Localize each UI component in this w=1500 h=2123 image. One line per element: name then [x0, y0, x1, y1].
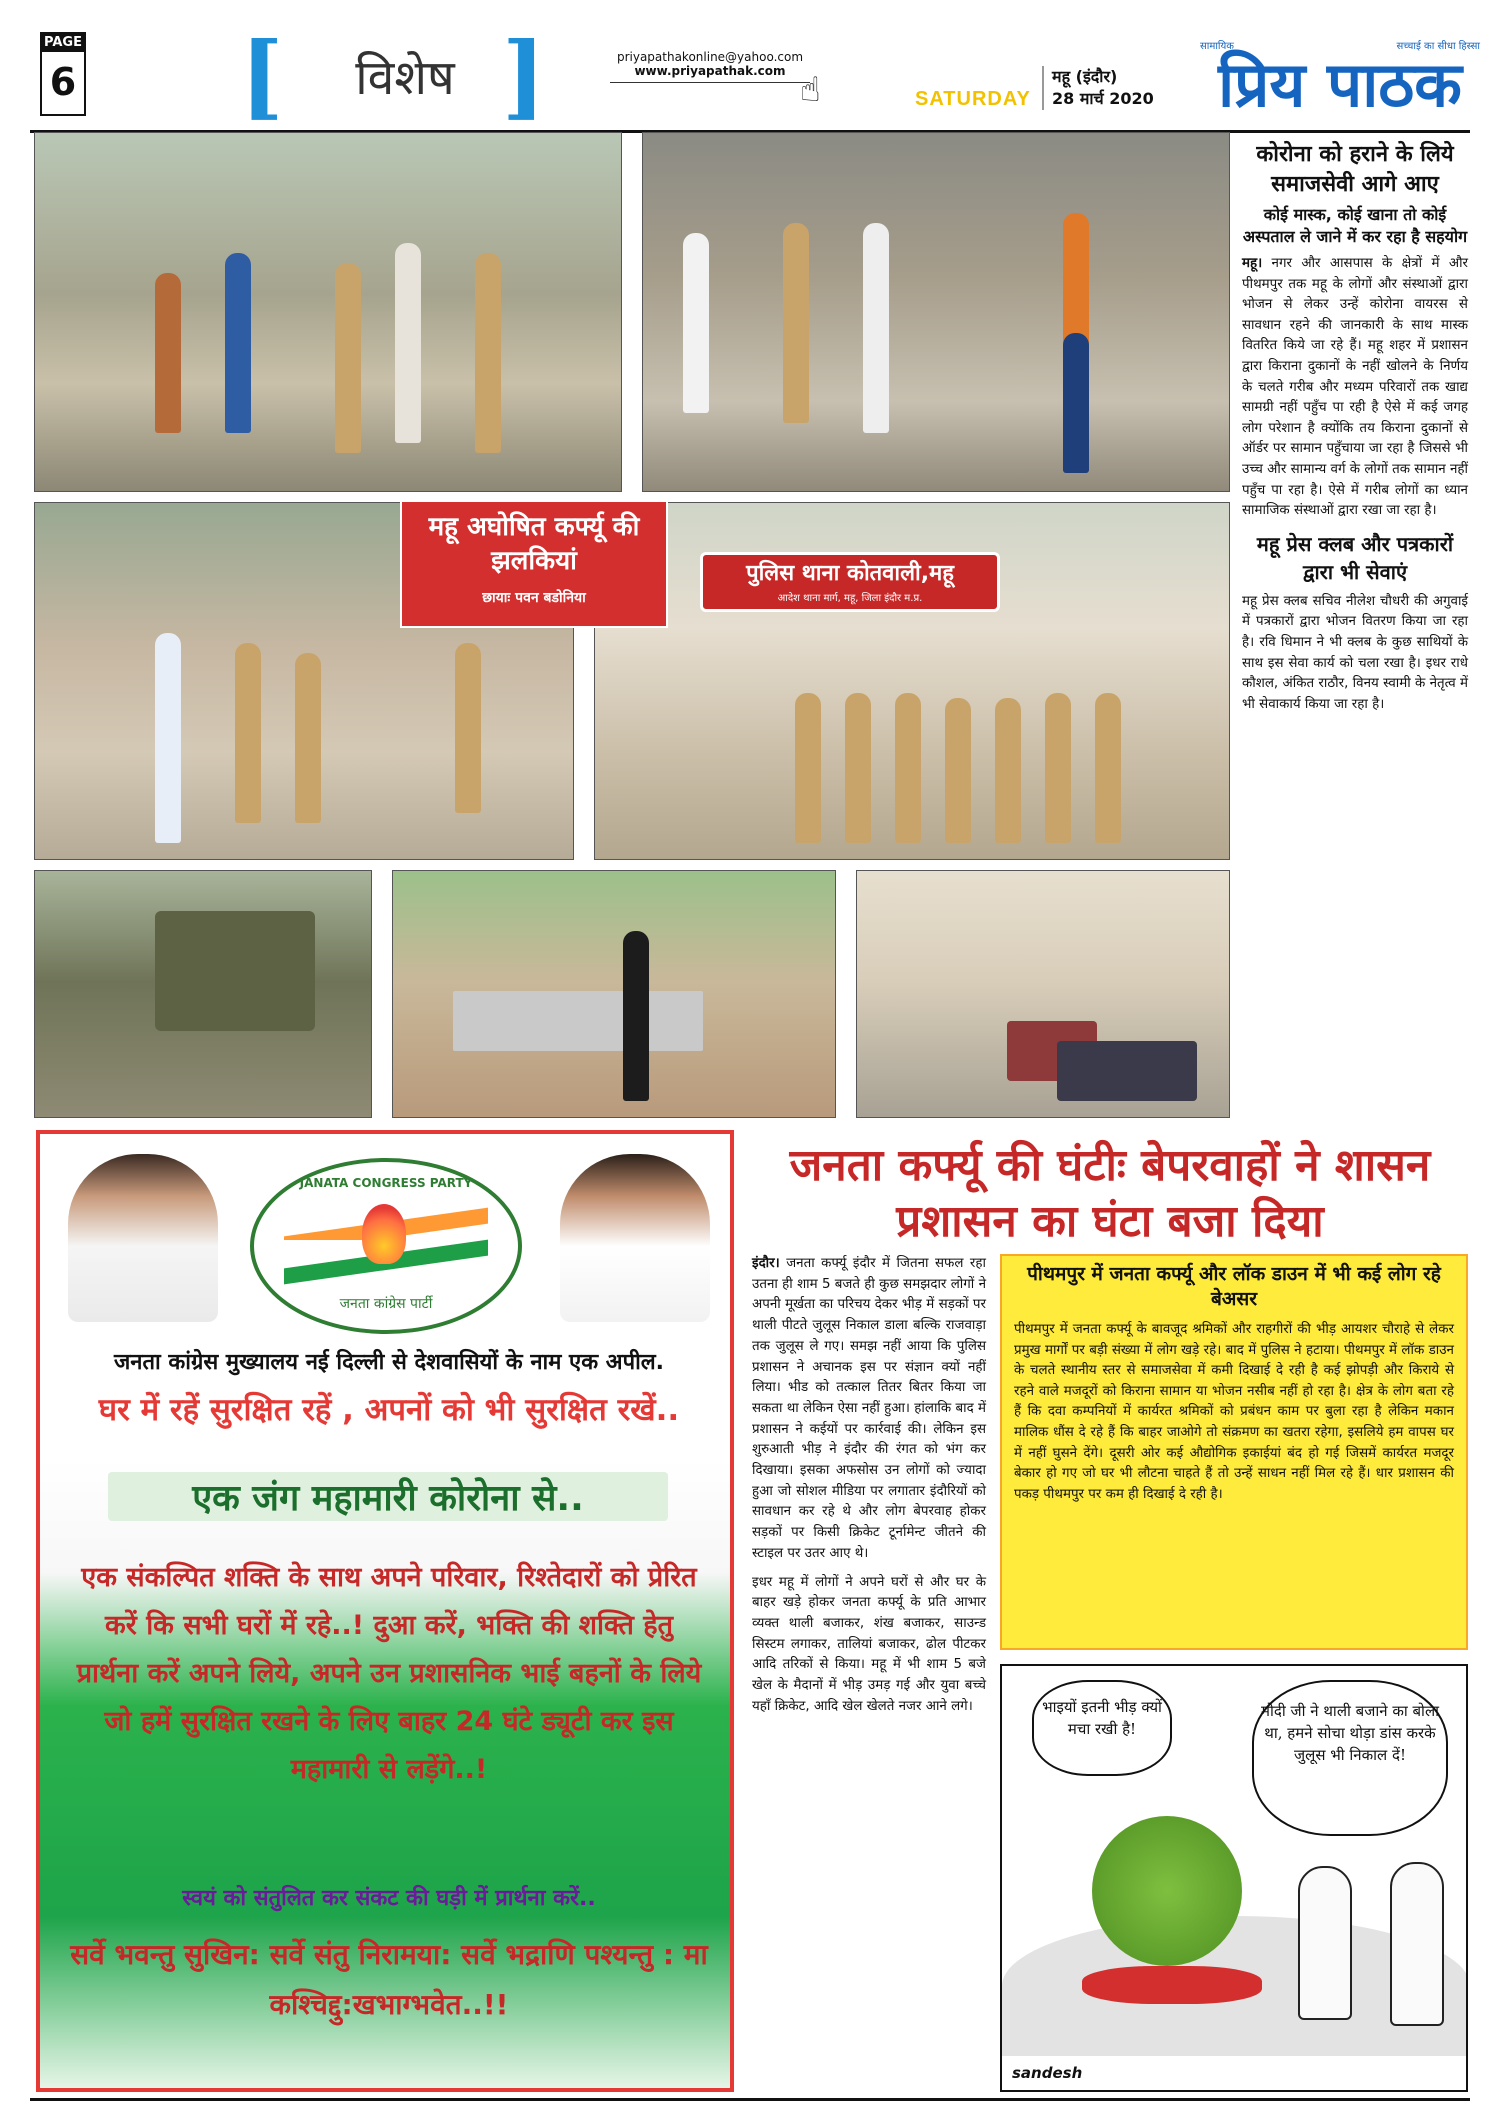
side-article-para2: महू प्रेस क्लब सचिव नीलेश चौधरी की अगुवाई में पत्रकारों द्वारा भोजन वितरण किया जा रहा है। रवि धिमान ने भी क्लब के कुछ साथियों के साथ इस सेवा कार्य को चला रखा है। इधर राधे कौशल, अंकित राठौर, विनय स्वामी के नेतृत्व में भी सेवाकार्य किया जा रहा है।: [1242, 593, 1468, 712]
pithampur-headline: पीथमपुर में जनता कर्फ्यू और लॉक डाउन में भी कई लोग रहे बेअसर: [1027, 1263, 1441, 1310]
side-article-body1: नगर और आसपास के क्षेत्रों में और पीथमपुर तक महू के लोगों और संस्थाओं द्वारा भोजन से लेकर उन्हें कोरोना वायरस से सावधान रहने की जानकारी के साथ मास्क वितरित किये जा रहे हैं। महू शहर में प्रशासन द्वारा किराना दुकानों के नहीं खोलने के निर्णय के चलते गरीब और मध्यम परिवारों तक खाद्य सामग्री नहीं पहुँच पा रही है ऐसे में कई जगह लोग परेशान है क्योंकि तय किराना दुकानों से ऑर्डर पर सामान पहुँचाया जा रहा है जिससे भी उच्च और सामान्य वर्ग के लोगों तक सामान नहीं पहुँच पा रहा है। ऐसे में गरीब लोगों का ध्यान सामाजिक संस्थाओं द्वारा रखा जा रहा है।: [1242, 256, 1469, 519]
dateline-block: [1042, 66, 1154, 110]
party-name-english: JANATA CONGRESS PARTY: [299, 1176, 473, 1190]
side-article-headline: कोरोना को हराने के लिये समाजसेवी आगे आए: [1256, 142, 1454, 197]
pithampur-box: [1000, 1254, 1468, 1650]
advert-prayer: स्वयं को संतुलित कर संकट की घड़ी में प्रार्थना करें..: [182, 1886, 596, 1911]
janata-congress-advert: [36, 1130, 734, 2092]
police-sign-text: पुलिस थाना कोतवाली,महू: [746, 561, 954, 586]
cartoon-bubble-virus: भाइयों इतनी भीड़ क्यों मचा रखी है!: [1032, 1680, 1172, 1776]
advert-appeal: जनता कांग्रेस मुख्यालय नई दिल्ली से देशवासियों के नाम एक अपील.: [113, 1350, 665, 1375]
advert-shloka: सर्वे भवन्तु सुखिन: सर्वे संतु निरामया: सर्वे भद्राणि पश्यन्तु : मा कश्चिद्दु:खभाग्भवेत..!!: [70, 1938, 708, 2021]
photo-police-truck: [34, 870, 372, 1118]
advert-portrait-right: [560, 1154, 710, 1322]
contact-info: [610, 50, 810, 83]
main-article-para1: [752, 1254, 986, 1565]
section-title: विशेष: [355, 50, 455, 106]
website-link[interactable]: www.priyapathak.com: [634, 64, 786, 78]
day-name: SATURDAY: [915, 88, 1031, 110]
logo-tagline-left: सामायिक: [1200, 41, 1234, 52]
photo-police-street: [34, 132, 622, 492]
cartoon-bubble-people: मोदी जी ने थाली बजाने का बोला था, हमने सोचा थोड़ा डांस करके जुलूस भी निकाल दें!: [1252, 1680, 1448, 1836]
photo-officials-market: [642, 132, 1230, 492]
torch-icon: [362, 1204, 406, 1264]
photo-credit: छायाः पवन बडोनिया: [482, 590, 586, 606]
cartoon-figure-1: [1298, 1866, 1352, 2020]
advert-slogan: घर में रहें सुरक्षित रहें , अपनों को भी सुरक्षित रखें..: [98, 1392, 680, 1428]
main-article-body1: जनता कर्फ्यू इंदौर में जितना सफल रहा उतना ही शाम 5 बजते ही कुछ समझदार लोगों ने अपनी मूर्खता का परिचय देकर भीड़ में सड़कों पर थाली पीटते जुलूस निकाल डाला बल्कि राजवाड़ा तक जुलूस ले गए। समझ नहीं आया कि पुलिस प्रशासन ने अचानक इस पर संज्ञान क्यों नहीं लिया। भीड को तत्काल तितर बितर किया जा सकता था लेकिन ऐसा नहीं हुआ। हांलाकि बाद में प्रशासन ने कईयों पर कार्रवाई की। लेकिन इस शुरुआती भीड़ ने इंदौर की रंगत को भंग कर दिखाया। इसका अफसोस उन लोगों को ज्यादा हुआ जो सोशल मीडिया पर लगातार इंदौरियों को सावधान कर रहे थे और लोग बेपरवाह होकर सड़कों पर किसी क्रिकेट टूर्नामेन्ट जीतने की स्टाइल पर उतर आए थे।: [752, 1256, 986, 1561]
logo-tagline-right: सच्चाई का सीधा हिस्सा: [1396, 41, 1480, 52]
newspaper-logo: [1200, 36, 1480, 126]
party-name-hindi: जनता कांग्रेस पार्टी: [339, 1296, 433, 1312]
side-article-dateline: महू।: [1242, 256, 1263, 271]
date-text: 28 मार्च 2020: [1052, 89, 1154, 108]
advert-portrait-left: [68, 1154, 218, 1322]
page-number: 6: [49, 60, 77, 104]
footer-rule: [30, 2098, 1470, 2101]
page-label: PAGE: [42, 34, 84, 52]
section-bracket-left: [: [240, 22, 284, 130]
main-article-para2: इधर महू में लोगों ने अपने घरों से और घर के बाहर खड़े होकर जनता कर्फ्यू के प्रति आभार व्यक्त थाली बजाकर, शंख बजाकर, साउन्ड सिस्टम लगाकर, तालियां बजाकर, ढोल पीटकर आदि तरिकों से किया। महू में भी शाम 5 बजे खेल के मैदानों में भीड़ उमड़ गई और युवा बच्चे यहाँ क्रिकेट, आदि खेल खेलते नजर आने लगे।: [752, 1574, 986, 1714]
photo-feature-caption: [400, 500, 668, 628]
cartoon-figure-2: [1390, 1862, 1444, 2026]
photo-hospital-ward: [856, 870, 1230, 1118]
side-article-headline2: महू प्रेस क्लब और पत्रकारों द्वारा भी सेवाएं: [1256, 531, 1454, 584]
cartoon-splash: [1082, 1966, 1262, 2004]
logo-name: प्रिय पाठक: [1218, 48, 1462, 121]
party-logo: [250, 1158, 522, 1334]
main-headline: जनता कर्फ्यू की घंटीः बेपरवाहों ने शासन प्रशासन का घंटा बजा दिया: [789, 1140, 1431, 1247]
email-text: priyapathakonline@yahoo.com: [616, 50, 804, 64]
page-number-box: [40, 32, 86, 116]
photo-feature-title: महू अघोषित कर्फ्यू की झलकियां: [428, 512, 640, 576]
pithampur-body: पीथमपुर में जनता कर्फ्यू के बावजूद श्रमिकों और राहगीरों की भीड़ आयशर चौराहे से लेकर प्रमुख मार्गों पर बड़ी संख्या में लोग खड़े रहे। बाद में पुलिस ने हटाया। पीथमपुर में लॉक डाउन के चलते स्थानीय स्तर से समाजसेवा में कमी दिखाई दे रही है कई झोपड़ी और किराये से रहने वाले मजदूरों को किराना सामान या भोजन नसीब नहीं हो रहा है। क्षेत्र के लोग बता रहे हैं कि दवा कम्पनियों में कार्यरत श्रमिकों को प्रबंधन काम पर बुला रहा है लेकिन मकान मालिक धौंस दे रहे हैं कि बाहर जाओगे तो संक्रमण का खतरा रहेगा, इसलिये हम वापस घर में नहीं घुसने देंगे। दूसरी ओर कई औद्योगिक इकाईयां बंद हो गई जिसमें कार्यरत मजदूर बेकार हो गए जो घर भी लौटना चाहते हैं तो उन्हें साधन नहीं मिल रहे हैं। धार प्रशासन की पकड़ पीथमपुर पर कम ही दिखाई दे रही है।: [1014, 1322, 1454, 1502]
editorial-cartoon: [1000, 1664, 1468, 2092]
section-bracket-right: ]: [502, 22, 546, 130]
advert-message: एक संकल्पित शक्ति के साथ अपने परिवार, रिश्तेदारों को प्रेरित करें कि सभी घरों में रहे..! दुआ करें, भक्ति की शक्ति हेतु प्रार्थना करें अपने लिये, अपने उन प्रशासनिक भाई बहनों के लिये जो हमें सुरक्षित रखने के लिए बाहर 24 घंटे ड्यूटी कर इस महामारी से लड़ेंगे..!: [76, 1562, 702, 1785]
photo-barricade-gate: [392, 870, 836, 1118]
main-article: [752, 1254, 986, 1725]
advert-banner: एक जंग महामारी कोरोना से..: [108, 1472, 668, 1521]
police-sign-subtext: आदेश थाना मार्ग, महू, जिला इंदौर म.प्र.: [777, 593, 923, 604]
side-article: [1242, 140, 1468, 715]
main-article-dateline: इंदौर।: [752, 1256, 780, 1271]
place-text: महू (इंदौर): [1052, 67, 1118, 86]
police-station-sign: [700, 552, 1000, 612]
coronavirus-icon: [1092, 1816, 1242, 1966]
side-article-para1: [1242, 254, 1468, 522]
pointing-hand-icon: ☝: [800, 70, 821, 110]
side-article-subhead: कोई मास्क, कोई खाना तो कोई अस्पताल ले जाने में कर रहा है सहयोग: [1242, 205, 1468, 246]
cartoonist-signature: sandesh: [1012, 2064, 1083, 2082]
